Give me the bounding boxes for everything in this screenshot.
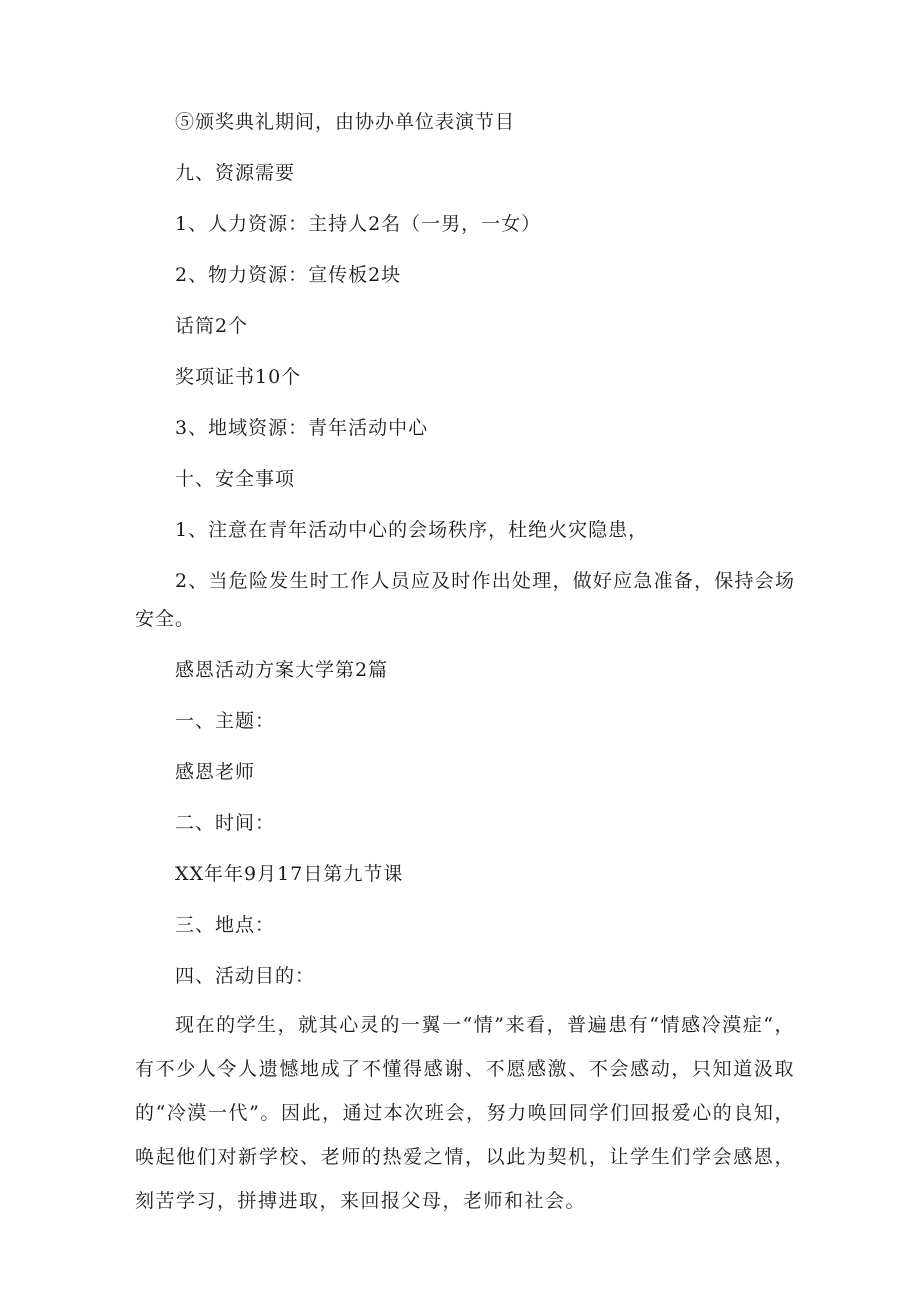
paragraph-purpose: 现在的学生，就其心灵的一翼一“情”来看，普遍患有“情感冷漠症“，有不少人令人遗憾地成了不懂得感谢、不愿感激、不会感动，只知道汲取的“冷漠一代”。因此，通过本次班会，努力唤回同学们回报爱心的良知，唤起他们对新学校、老师的热爱之情，以此为契机，让学生们学会感恩，刻苦学习，拼搏进取，来回报父母，老师和社会。	[135, 1014, 795, 1212]
section-heading-theme: 一、主题：	[175, 710, 276, 732]
section-heading-time: 二、时间：	[175, 812, 276, 834]
text-line-human-resources: 1、人力资源：主持人2名（一男，一女）	[175, 213, 542, 235]
text-line-time: XX年年9月17日第九节课	[175, 863, 404, 885]
text-line-certificates: 奖项证书10个	[175, 366, 302, 388]
section-heading-location: 三、地点：	[175, 914, 276, 936]
text-line-theme: 感恩老师	[175, 761, 256, 783]
article-title: 感恩活动方案大学第2篇	[175, 659, 389, 681]
text-line-microphones: 话筒2个	[175, 315, 249, 337]
section-heading-resources: 九、资源需要	[175, 162, 296, 184]
text-line-venue-resources: 3、地域资源：青年活动中心	[175, 417, 429, 439]
text-line-safety-order: 1、注意在青年活动中心的会场秩序，杜绝火灾隐患，	[175, 519, 649, 541]
text-line-material-resources: 2、物力资源：宣传板2块	[175, 264, 402, 286]
section-heading-safety: 十、安全事项	[175, 468, 296, 490]
section-heading-purpose: 四、活动目的：	[175, 965, 316, 987]
text-line-award-ceremony: ⑤颁奖典礼期间，由协办单位表演节目	[175, 111, 516, 133]
paragraph-safety-emergency: 2、当危险发生时工作人员应及时作出处理，做好应急准备，保持会场安全。	[135, 570, 795, 630]
